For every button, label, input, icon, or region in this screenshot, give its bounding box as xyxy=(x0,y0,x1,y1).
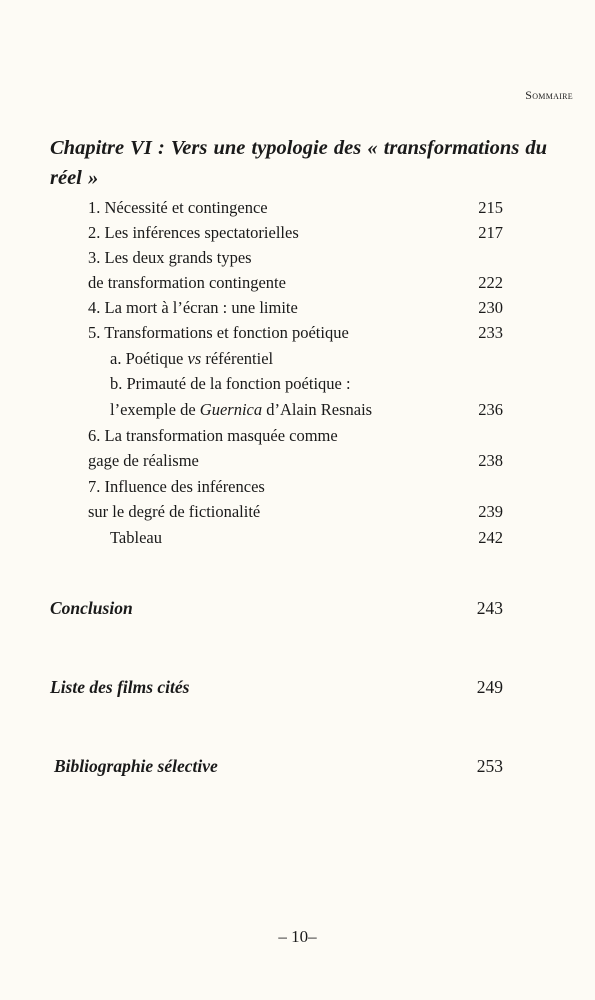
toc-entry-text: 1. Nécessité et contingence xyxy=(88,198,268,217)
section-page: 249 xyxy=(476,677,503,697)
toc-entry-page: 236 xyxy=(478,400,503,419)
toc-entry-page: 238 xyxy=(478,451,503,470)
toc-entry-text-part: a. Poétique xyxy=(110,349,188,368)
toc-entry-text-part: l’exemple de xyxy=(110,400,200,419)
toc-entry-italic-word: Guernica xyxy=(199,400,263,419)
toc-entry-text: gage de réalisme xyxy=(88,451,199,470)
toc-entry-page: 233 xyxy=(478,323,503,342)
section-page: 243 xyxy=(476,598,503,618)
toc-entry-page: 217 xyxy=(478,223,503,242)
toc-entry-text xyxy=(110,400,372,420)
toc-entry-page: 230 xyxy=(478,298,503,317)
toc-entry-text: b. Primauté de la fonction poétique : xyxy=(110,374,351,393)
toc-entry-text-part: référentiel xyxy=(201,349,274,368)
toc-entry-text: Tableau xyxy=(110,528,162,547)
section-page: 253 xyxy=(476,756,503,776)
toc-entry-text: 6. La transformation masquée comme xyxy=(88,426,338,445)
toc-entry-page: 222 xyxy=(478,273,503,292)
toc-entry-text: 4. La mort à l’écran : une limite xyxy=(88,298,298,317)
toc-entry-page: 239 xyxy=(478,502,503,521)
toc-entry-text xyxy=(110,349,273,369)
page-number: – 10– xyxy=(278,927,317,946)
toc-entry-text: de transformation contingente xyxy=(88,273,286,292)
chapter-title: Chapitre VI : Vers une typologie des « transformations du réel » xyxy=(50,137,548,189)
toc-entry-text: sur le degré de fictionalité xyxy=(88,502,261,521)
toc-entry-text: 2. Les inférences spectatorielles xyxy=(88,223,299,242)
section-title-films: Liste des films cités xyxy=(50,677,190,697)
toc-entry-page: 215 xyxy=(478,198,503,217)
running-header: Sommaire xyxy=(525,88,573,102)
toc-entry-text: 5. Transformations et fonction poétique xyxy=(88,323,349,342)
toc-entry-page: 242 xyxy=(478,528,503,547)
toc-entry-text-part: d’Alain Resnais xyxy=(262,400,373,419)
toc-entry-italic-word: vs xyxy=(187,349,202,368)
section-title-conclusion: Conclusion xyxy=(50,598,133,618)
section-title-bibliography: Bibliographie sélective xyxy=(54,756,218,776)
toc-entry-text: 7. Influence des inférences xyxy=(88,477,265,496)
toc-entry-text: 3. Les deux grands types xyxy=(88,248,252,267)
